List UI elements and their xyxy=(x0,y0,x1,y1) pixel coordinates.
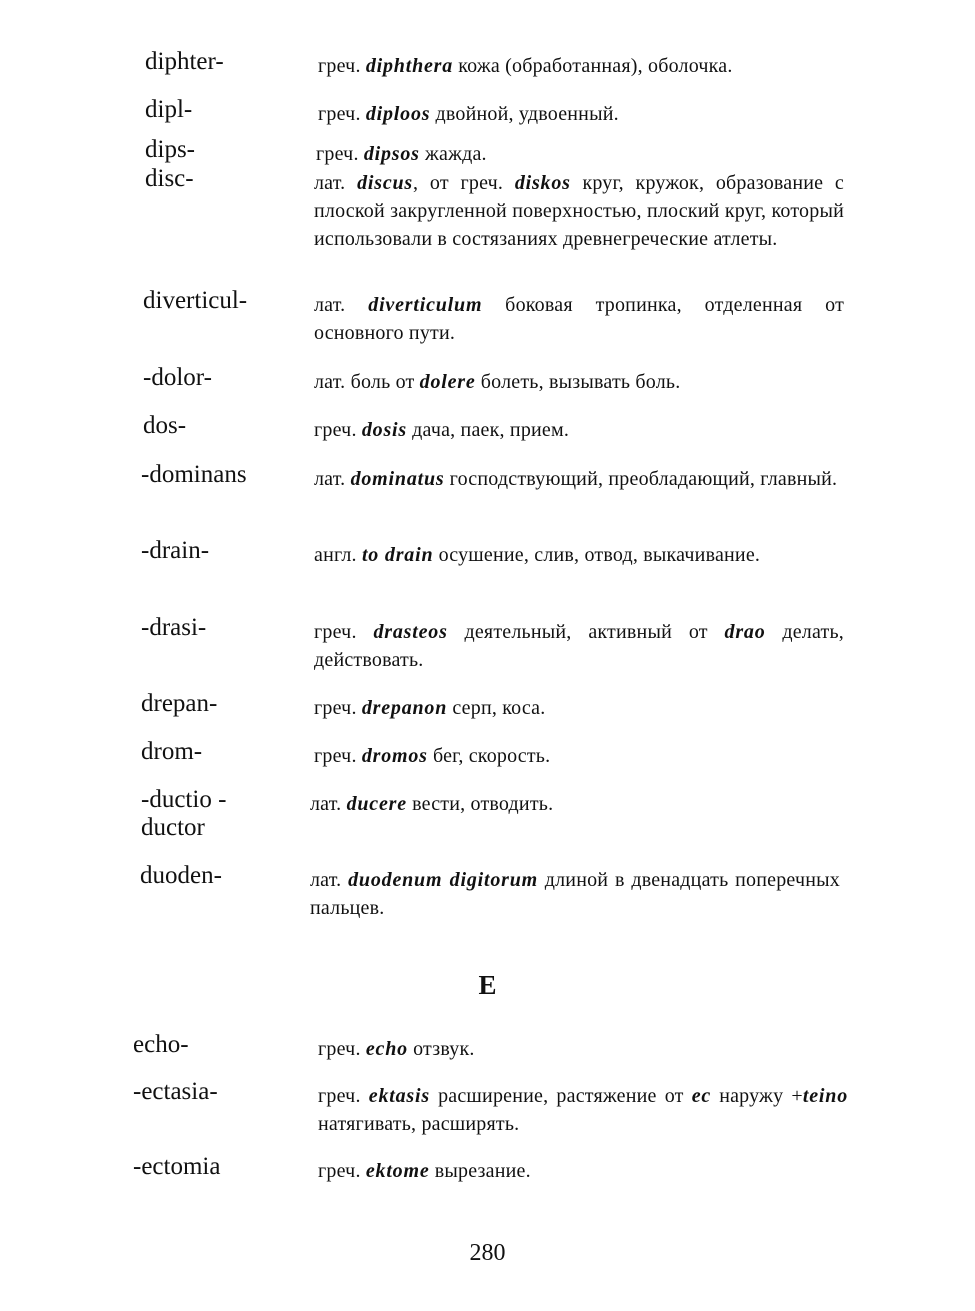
entry-term: diverticul- xyxy=(143,287,248,314)
entry-definition xyxy=(318,52,848,80)
entry-term: disc- xyxy=(145,165,194,192)
definition-text: вести, отводить. xyxy=(406,793,554,815)
entry-definition xyxy=(314,742,844,770)
definition-text: вырезание. xyxy=(429,1160,531,1182)
definition-text: болеть, вызывать боль. xyxy=(475,371,681,393)
etymon-word: ducere xyxy=(346,793,407,815)
definition-text: лат. xyxy=(310,793,347,815)
definition-text: , от греч. xyxy=(413,172,515,194)
etymon-word: drao xyxy=(724,621,766,643)
definition-text: делать, действовать. xyxy=(314,621,844,671)
definition-text: натягивать, расширять. xyxy=(318,1113,520,1135)
definition-text: дача, паек, прием. xyxy=(406,419,570,441)
entry-term: -dolor- xyxy=(143,364,212,391)
entry-term: -drasi- xyxy=(141,614,207,641)
etymon-word: drepanon xyxy=(361,697,448,719)
etymon-word: discus xyxy=(357,172,414,194)
entry-term: -dominans xyxy=(141,461,247,488)
entry-definition xyxy=(318,1035,848,1063)
entry-definition xyxy=(310,866,840,922)
etymon-word: dipsos xyxy=(363,143,420,165)
definition-text: кожа (обработанная), оболочка. xyxy=(453,55,733,77)
entry-term: duoden- xyxy=(140,862,222,889)
definition-text: отзвук. xyxy=(407,1038,475,1060)
etymon-word: dominatus xyxy=(350,468,445,490)
definition-text: жажда. xyxy=(419,143,487,165)
definition-text: бег, скорость. xyxy=(427,745,551,767)
entry-definition xyxy=(314,618,844,674)
etymon-word: diphthera xyxy=(365,55,454,77)
definition-text: осушение, слив, отвод, выкачивание. xyxy=(433,544,761,566)
entry-term: -drain- xyxy=(141,537,210,564)
definition-text: греч. xyxy=(318,1085,369,1107)
page-number: 280 xyxy=(469,1240,506,1266)
etymon-word: teino xyxy=(802,1085,849,1107)
definition-text: двойной, удвоенный. xyxy=(430,103,619,125)
definition-text: греч. xyxy=(314,697,362,719)
entry-definition xyxy=(314,169,844,253)
definition-text: круг, кружок, образование с плоской закругленной поверхностью, плоский круг, который использовали в состязаниях древнегреческие атлеты. xyxy=(314,172,844,250)
etymon-word: ektome xyxy=(365,1160,430,1182)
entry-definition xyxy=(314,694,844,722)
entry-definition xyxy=(314,368,844,396)
etymon-word: ec xyxy=(691,1085,712,1107)
definition-text: греч. xyxy=(314,745,362,767)
etymon-word: diverticulum xyxy=(368,294,483,316)
entry-term: echo- xyxy=(133,1031,189,1058)
definition-text: греч. xyxy=(318,55,366,77)
definition-text: расширение, растяжение от xyxy=(429,1085,692,1107)
definition-text: боковая тропинка, отделенная от основного пути. xyxy=(314,294,845,344)
entry-definition xyxy=(314,291,844,347)
etymon-word: dolere xyxy=(419,371,476,393)
definition-text: длиной в двенадцать поперечных пальцев. xyxy=(310,869,840,919)
definition-text: лат. xyxy=(314,468,351,490)
definition-text: лат. xyxy=(314,172,358,194)
entry-term: dipl- xyxy=(145,96,193,123)
definition-text: греч. xyxy=(314,419,362,441)
definition-text: англ. xyxy=(314,544,362,566)
definition-text: греч. xyxy=(318,103,366,125)
definition-text: греч. xyxy=(318,1038,366,1060)
entry-term: -ductio - ductor xyxy=(141,786,227,841)
definition-text: лат. xyxy=(314,294,369,316)
definition-text: лат. боль от xyxy=(314,371,420,393)
entry-definition xyxy=(318,1082,848,1138)
entry-definition xyxy=(314,416,844,444)
definition-text: греч. xyxy=(318,1160,366,1182)
definition-text: лат. xyxy=(310,869,349,891)
etymon-word: echo xyxy=(365,1038,408,1060)
entry-term: -ectomia xyxy=(133,1153,221,1180)
definition-text: наружу + xyxy=(711,1085,803,1107)
entry-term: dips- xyxy=(145,136,195,163)
definition-text: греч. xyxy=(316,143,364,165)
etymon-word: diskos xyxy=(514,172,571,194)
entry-term: dos- xyxy=(143,412,187,439)
entry-term: drom- xyxy=(141,738,203,765)
etymon-word: dromos xyxy=(361,745,428,767)
entry-definition xyxy=(310,790,840,818)
etymon-word: duodenum digitorum xyxy=(348,869,538,891)
definition-text: серп, коса. xyxy=(447,697,546,719)
entry-term: drepan- xyxy=(141,690,218,717)
definition-text: деятельный, активный от xyxy=(447,621,725,643)
etymon-word: drasteos xyxy=(373,621,448,643)
etymon-word: to drain xyxy=(361,544,434,566)
etymon-word: diploos xyxy=(365,103,431,125)
entry-definition xyxy=(314,541,844,569)
entry-term: diphter- xyxy=(145,48,224,75)
section-heading: E xyxy=(478,970,497,1000)
etymon-word: dosis xyxy=(361,419,407,441)
etymon-word: ektasis xyxy=(368,1085,430,1107)
definition-text: господствующий, преобладающий, главный. xyxy=(444,468,838,490)
entry-definition xyxy=(318,100,848,128)
entry-definition xyxy=(314,465,844,493)
entry-term: -ectasia- xyxy=(133,1078,218,1105)
entry-definition xyxy=(316,140,846,168)
entry-definition xyxy=(318,1157,848,1185)
definition-text: греч. xyxy=(314,621,374,643)
